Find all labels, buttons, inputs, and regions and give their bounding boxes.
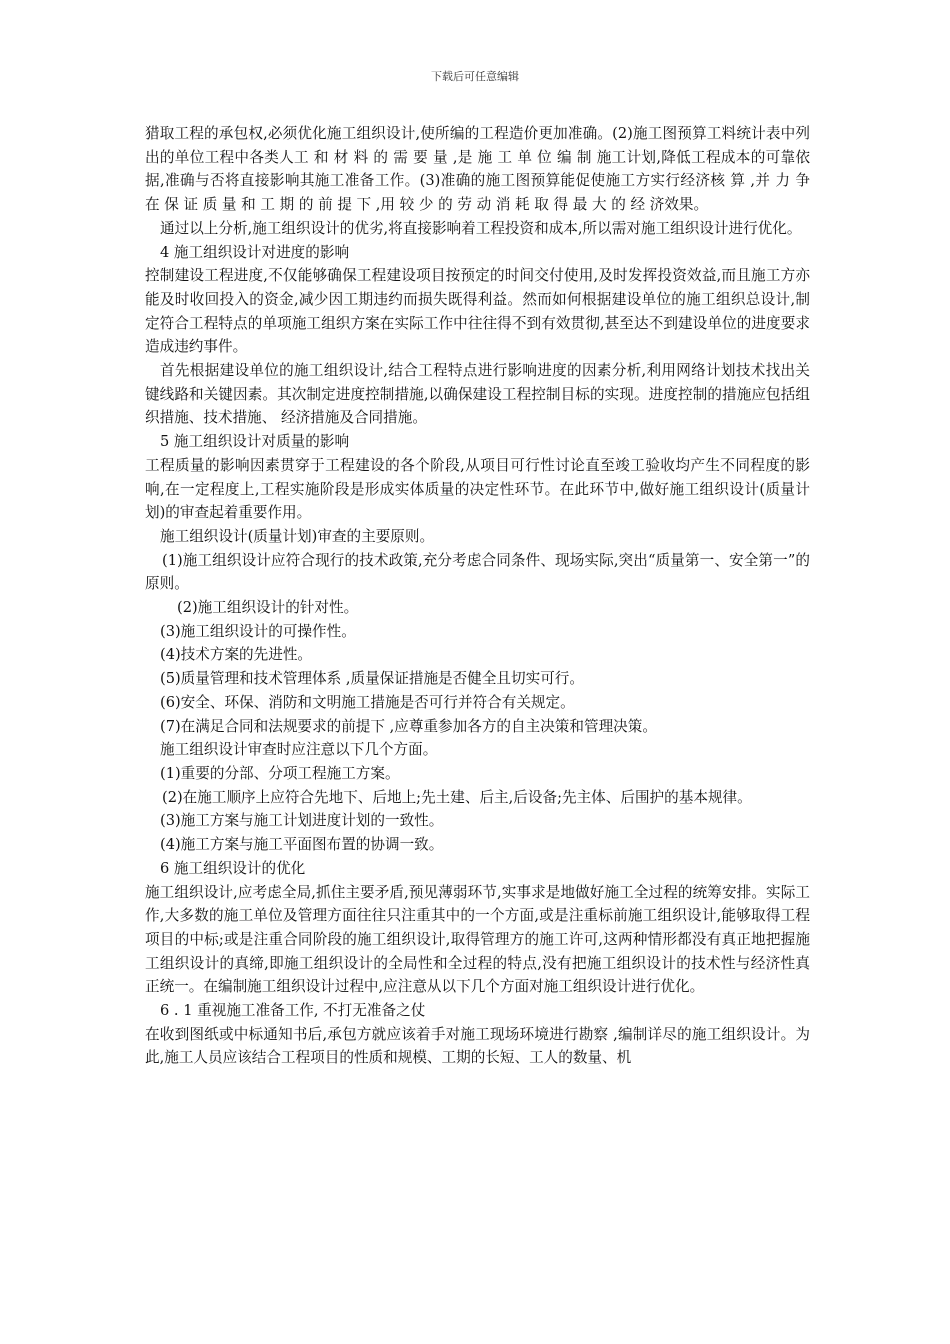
paragraph: 通过以上分析,施工组织设计的优劣,将直接影响着工程投资和成本,所以需对施工组织设计进行优化。 [160,219,802,237]
page-header: 下载后可任意编辑 [431,70,519,83]
list-item: (1)重要的分部、分项工程施工方案。 [160,764,400,782]
paragraph: 首先根据建设单位的施工组织设计,结合工程特点进行影响进度的因素分析,利用网络计划技术找出关键线路和关键因素。其次制定进度控制措施,以确保建设工程控制目标的实现。进度控制的措施应包括组织措施、技术措施、 经济措施及合同措施。 [145,362,810,427]
list-item: (3)施工方案与施工计划进度计划的一致性。 [160,812,444,830]
paragraph: 控制建设工程进度,不仅能够确保工程建设项目按预定的时间交付使用,及时发挥投资效益,而且施工方亦能及时收回投入的资金,减少因工期违约而损失既得利益。然而如何根据建设单位的施工组织总设计,制定符合工程特点的单项施工组织方案在实际工作中往往得不到有效贯彻,甚至达不到建设单位的进度要求造成违约事件。 [145,267,810,356]
paragraph: 施工组织设计,应考虑全局,抓住主要矛盾,预见薄弱环节,实事求是地做好施工全过程的统筹安排。实际工作,大多数的施工单位及管理方面往往只注重其中的一个方面,或是注重标前施工组织设计,能够取得工程项目的中标;或是注重合同阶段的施工组织设计,取得管理方的施工许可,这两种情形都没有真正地把握施工组织设计的真缔,即施工组织设计的全局性和全过程的特点,没有把施工组织设计的技术性与经济性真正统一。在编制施工组织设计过程中,应注意从以下几个方面对施工组织设计进行优化。 [145,883,810,996]
subsection-heading: 6 . 1 重视施工准备工作, 不打无准备之仗 [160,1002,426,1020]
section-heading: 5 施工组织设计对质量的影响 [160,433,350,451]
list-item: (6)安全、环保、消防和文明施工措施是否可行并符合有关规定。 [160,693,575,711]
paragraph: 工程质量的影响因素贯穿于工程建设的各个阶段,从项目可行性讨论直至竣工验收均产生不同程度的影响,在一定程度上,工程实施阶段是形成实体质量的决定性环节。在此环节中,做好施工组织设计(质量计划)的审查起着重要作用。 [145,456,810,522]
list-item: (1)施工组织设计应符合现行的技术政策,充分考虑合同条件、现场实际,突出“质量第一、安全第一”的原则。 [145,551,810,593]
list-item: (5)质量管理和技术管理体系 ,质量保证措施是否健全且切实可行。 [160,670,584,688]
paragraph: 施工组织设计(质量计划)审查的主要原则。 [160,527,435,545]
section-heading: 4 施工组织设计对进度的影响 [160,243,350,261]
list-item: (3)施工组织设计的可操作性。 [160,622,356,640]
paragraph: 在收到图纸或中标通知书后,承包方就应该着手对施工现场环境进行勘察 ,编制详尽的施工组织设计。为此,施工人员应该结合工程项目的性质和规模、工期的长短、工人的数量、机 [145,1025,810,1067]
document-body [145,122,810,1070]
list-item: (4)施工方案与施工平面图布置的协调一致。 [160,836,444,854]
list-item: (7)在满足合同和法规要求的前提下 ,应尊重参加各方的自主决策和管理决策。 [160,717,657,735]
list-item: (4)技术方案的先进性。 [160,646,313,664]
list-item: (2)在施工顺序上应符合先地下、后地上;先土建、后主,后设备;先主体、后围护的基本规律。 [162,788,752,806]
paragraph: 施工组织设计审查时应注意以下几个方面。 [160,741,438,759]
section-heading: 6 施工组织设计的优化 [160,859,306,877]
paragraph: 猎取工程的承包权,必须优化施工组织设计,使所编的工程造价更加准确。(2)施工图预算工料统计表中列出的单位工程中各类人工 和 材 料 的 需 要 量 ,是 施 工 单 位 编 制 施工计划,降低工程成本的可靠依据,准确与否将直接影响其施工准备工作。(3)准确的施工图预算能促使施工方实行经济核 算 ,并 力 争 在 保 证 质 量 和 工 期 的 前 提 下 ,用 较 少 的 劳 动 消 耗 取 得 最 大 的 经 济效果。 [145,125,810,214]
list-item: (2)施工组织设计的针对性。 [177,599,359,617]
